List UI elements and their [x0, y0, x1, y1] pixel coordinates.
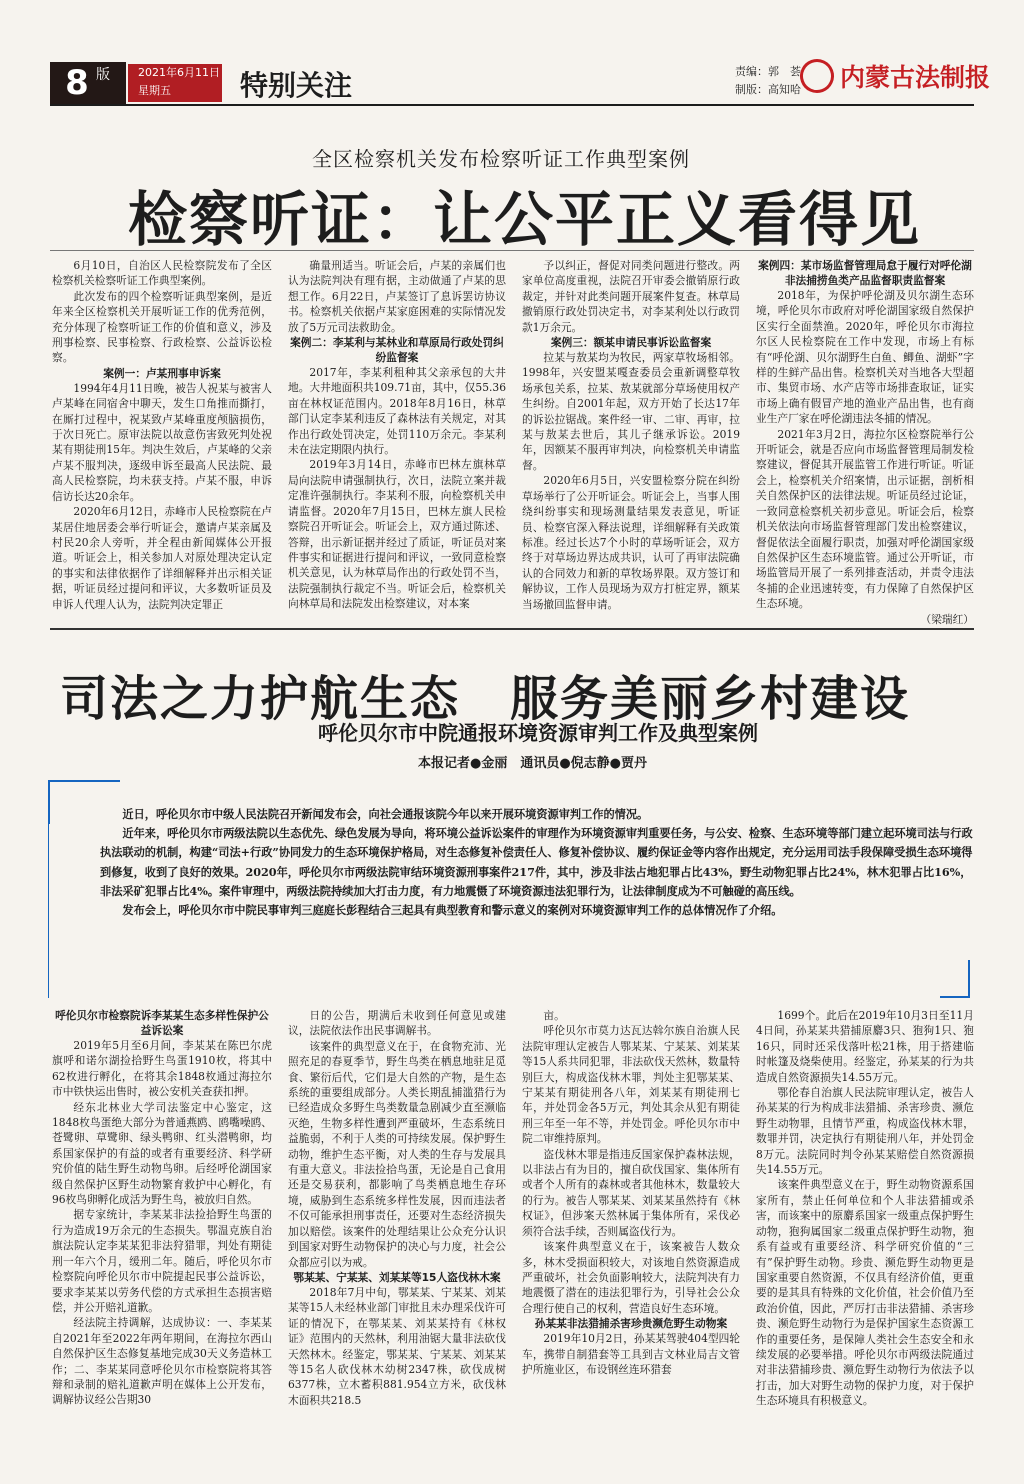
section-title: 特别关注	[240, 69, 353, 102]
article2-column-2	[288, 1008, 506, 1408]
issue-weekday: 星期五	[138, 84, 171, 97]
logo-swoosh-icon	[795, 54, 839, 98]
article1-column-2	[288, 258, 506, 612]
case-title: 案例二：李某利与某林业和草原局行政处罚纠纷监督案	[290, 336, 504, 365]
case-title: 呼伦贝尔市检察院诉李某某生态多样性保护公益诉讼案	[55, 1009, 269, 1037]
article1-column-1	[52, 258, 272, 612]
paragraph: 2019年5月至6月间，李某某在陈巴尔虎旗呼和诺尔湖捡拾野生鸟蛋1910枚，将其中62枚进行孵化，在将其余1848枚通过海拉尔市中铁快运出售时，被公安机关查获扣押。	[52, 1039, 272, 1099]
lead-paragraph: 发布会上，呼伦贝尔市中院民事审判三庭庭长彭程结合三起具有典型教育和警示意义的案例对环境资源审判工作的总体情况作了介绍。	[122, 903, 783, 918]
case-title: 孙某某非法猎捕杀害珍贵濒危野生动物案	[534, 1317, 728, 1331]
paragraph: 日的公告，期满后未收到任何意见或建议，法院依法作出民事调解书。	[288, 1009, 506, 1038]
paragraph: 该案件典型意义在于，野生动物资源系国家所有，禁止任何单位和个人非法猎捕或杀害，而该案中的原麝系国家一级重点保护野生动物，狍狗属国家二级重点保护野生动物，狍系有益或有重要经济、科学研究价值的“三有”保护野生动物。珍贵、濒危野生动物更是国家重要自然资源，不仅具有经济价值，更重要的是其具有特殊的文化价值，社会价值乃至政治价值，因此，严厉打击非法猎捕、杀害珍贵、濒危野生动物行为是保护国家生态资源工作的重要任务，是保障人类社会生态安全和永续发展的必要举措。呼伦贝尔市两级法院通过对非法猎捕珍贵、濒危野生动物行为依法予以打击，加大对野生动物的保护力度，对于保护生态环境具有积极意义。	[756, 1178, 974, 1408]
editor-credits	[735, 63, 801, 99]
paragraph: 确量刑适当。听证会后，卢某的亲属们也认为法院判决有理有据，主动做通了卢某的思想工作。6月22日，卢某签订了息诉罢访协议书。检察机关依据卢某家庭困难的实际情况发放了5万元司法救助金。	[288, 259, 506, 334]
paragraph: 1699个。此后在2019年10月3日至11月4日间，孙某某共猎捕原麝3只、狍狗1只、狍16只，同时还采伐落叶松21株，用于搭建临时帐篷及烧柴使用。经鉴定，孙某某的行为共造成自然资源损失14.55万元。	[756, 1009, 974, 1084]
paragraph: 2018年，为保护呼伦湖及贝尔湖生态环境，呼伦贝尔市政府对呼伦湖国家级自然保护区实行全面禁渔。2020年，呼伦贝尔市海拉尔区人民检察院在工作中发现，市场上有标有“呼伦湖、贝尔湖野生白鱼、鲫鱼、湖虾”字样的生鲜产品出售。检察机关对当地各大型超市、集贸市场、水产店等市场排查取证，证实市场上确有假冒产地的渔业产品出售，也有商业生产厂家在呼伦湖违法冬捕的情况。	[756, 289, 974, 426]
article-separator	[50, 628, 974, 630]
paragraph: 1994年4月11日晚，被告人祝某与被害人卢某峰在同宿舍中聊天，发生口角推而撕打，在厮打过程中，祝某致卢某峰重度颅脑损伤，于次日死亡。原审法院以故意伤害致死判处祝某有期徒刑15年。判决生效后，卢某峰的父亲卢某不服判决，逐级申诉至最高人民法院、最高人民检察院，均未获支持。卢某不服，申诉信访长达20余年。	[52, 381, 272, 503]
paragraph: 2020年6月12日，赤峰市人民检察院在卢某居住地居委会举行听证会，邀请卢某亲属及村民20余人旁听，并全程由新闻媒体公开报道。听证会上，相关参加人对原处理决定认定的事实和法律依据作了详细解释并出示相关证据，听证员经过提问和评议，大多数听证员及申诉人代理人认为，法院判决定罪正	[52, 505, 272, 611]
article2-column-3	[522, 1008, 740, 1377]
article1-kicker: 全区检察机关发布检察听证工作典型案例	[312, 147, 690, 171]
paragraph: 经法院主持调解，达成协议：一、李某某自2021年至2022年两年期间，在海拉尔西山自然保护区生态修复基地完成30天义务造林工作；二、李某某同意呼伦贝尔市检察院将其答辩和录制的赔礼道歉声明在媒体上公开发布，调解协议经公告期30	[52, 1316, 272, 1407]
issue-date-box	[128, 64, 222, 102]
paragraph: 据专家统计，李某某非法捡拾野生鸟蛋的行为造成19万余元的生态损失。鄂温克族自治旗法院认定李某某犯非法狩猎罪，判处有期徒刑一年六个月，缓刑二年。随后，呼伦贝尔市检察院向呼伦贝尔市中院提起民事公益诉讼，要求李某某以劳务代偿的方式承担生态损害赔偿，并公开赔礼道歉。	[52, 1208, 272, 1314]
paragraph: 亩。	[543, 1009, 565, 1022]
paragraph: 盗伐林木罪是指违反国家保护森林法规，以非法占有为目的，擅自砍伐国家、集体所有或者个人所有的森林或者其他林木，数量较大的行为。被告人鄂某某、刘某某虽然持有《林权证》，但涉案天然林属于集体所有，采伐必须符合法手续，否则属盗伐行为。	[522, 1147, 740, 1238]
article2-column-4	[756, 1008, 974, 1409]
lead-frame-line	[48, 822, 49, 998]
producer-name: 制版：高知哈	[735, 83, 801, 96]
page-number: 8	[65, 63, 89, 103]
paragraph: 经东北林业大学司法鉴定中心鉴定，这1848枚鸟蛋绝大部分为普通燕鸥、鸥嘴噪鸥、苍鹭卵、草鹭卵、绿头鸭卵、红头潜鸭卵，均系国家保护的有益的或者有重要经济、科学研究价值的陆生野生动物鸟卵。后经呼伦湖国家级自然保护区野生动物繁育救护中心孵化，有96枚鸟卵孵化成活为野生鸟，被放归自然。	[52, 1100, 272, 1207]
masthead	[0, 0, 1024, 103]
header-divider	[50, 104, 974, 106]
paragraph: 2019年10月2日，孙某某驾驶404型四轮车，携带自制猎套等工具到吉文林业局吉文管护所施业区，布设钢丝连环猎套	[522, 1332, 740, 1376]
case-title: 案例一：卢某刑事申诉案	[103, 366, 221, 380]
article2-subheadline: 呼伦贝尔市中院通报环境资源审判工作及典型案例	[318, 721, 758, 745]
case-title: 案例三：额某申请民事诉讼监督案	[550, 336, 712, 350]
newspaper-name: 内蒙古法制报	[840, 63, 991, 92]
paragraph: 2018年7月中旬，鄂某某、宁某某、刘某某等15人未经林业部门审批且未办理采伐许可证的情况下，在鄂某某、刘某某持有《林权证》范围内的天然林，利用油锯大量非法砍伐天然林木。经鉴定，鄂某某、宁某某、刘某某等15名人砍伐林木幼树2347株，砍伐成树6377株，立木蓄积881.954立方米，砍伐林木面积共218.5	[288, 1285, 506, 1407]
paragraph: 该案件典型意义在于，该案被告人数众多，林木受损面积较大，对该地自然资源造成严重破坏，社会负面影响较大，法院判决有力地震慑了潜在的违法犯罪行为，引导社会公众合理行使自己的权利，营造良好生态环境。	[522, 1240, 740, 1315]
paragraph: 该案件的典型意义在于，在食物充沛、光照充足的春夏季节，野生鸟类在栖息地驻足觅食、繁衍后代，它们是大自然的产物，是生态系统的重要组成部分。人类长期乱捕滥猎行为已经造成众多野生鸟类数量急剧减少直至濒临灭绝，生物多样性遭到严重破坏，生态系统日益脆弱，不利于人类的可持续发展。保护野生动物，维护生态平衡，对人类的生存与发展具有重大意义。非法捡拾鸟蛋，无论是自己食用还是交易获利，都影响了鸟类栖息地生存环境，威胁到生态系统多样性发展，因而违法者不仅可能承担刑事责任，还要对生态经济损失加以赔偿。该案件的处理结果让公众充分认识到国家对野生动物保护的决心与力度，社会公众都应引以为戒。	[288, 1039, 506, 1269]
lead-paragraph: 近日，呼伦贝尔市中级人民法院召开新闻发布会，向社会通报该院今年以来开展环境资源审判工作的情况。	[122, 807, 649, 821]
lead-paragraph: 近年来，呼伦贝尔市两级法院以生态优先、绿色发展为导向，将环境公益诉讼案件的审理作为环境资源审判重要任务，与公安、检察、生态环境等部门建立起环境司法与行政执法联动的机制，构建“司法+行政”协同发力的生态环境保护格局，对生态修复补偿责任人、修复补偿协议、履约保证金等内容作出规定，充分运用司法手段保障受损生态环境得到修复，收到了良好的效果。2020年，呼伦贝尔市两级法院审结环境资源刑事案件217件，其中，涉及非法占地犯罪占比43%，野生动物犯罪占比24%，林木犯罪占比16%，非法采矿犯罪占比4%。案件审理中，两级法院持续加大打击力度，有力地震慑了环境资源违法犯罪行为，让法律制度成为不可触碰的高压线。	[100, 826, 973, 898]
paragraph: 2019年3月14日，赤峰市巴林左旗林草局向法院申请强制执行，次日，法院立案并裁定准许强制执行。李某利不服，向检察机关申请监督。2020年7月15日，巴林左旗人民检察院召开听证会。听证会上，双方通过陈述、答辩，出示新证据并经过了质证，听证员对案件事实和证据进行提问和评议，一致同意检察机关意见，认为林草局作出的行政处罚不当，法院强制执行裁定不当。听证会后，检察机关向林草局和法院发出检察建议，对本案	[288, 458, 506, 611]
article1-column-3	[522, 258, 740, 612]
article2-byline: 本报记者●金丽 通讯员●倪志静●贾丹	[418, 756, 648, 771]
case-title: 鄂某某、宁某某、刘某某等15人盗伐林木案	[293, 1270, 501, 1284]
paragraph: 2021年3月2日，海拉尔区检察院举行公开听证会，就是否应向市场监督管理局制发检察建议，督促其开展监管工作进行听证。听证会上，检察机关介绍案情，出示证据，剖析相关自然保护区的法律法规。听证员经过论证，一致同意检察机关初步意见。听证会后，检察机关依法向市场监督管理部门发出检察建议，督促依法全面履行职责，加强对呼伦湖国家级自然保护区生态环境监管。通过公开听证，市场监管局开展了一系列排查活动，并责令违法冬捕的企业迅速转变，有力保障了自然保护区生态环境。	[756, 427, 974, 611]
article2-column-1	[52, 1008, 272, 1408]
page-ban-label: 版	[96, 67, 110, 83]
newspaper-logo	[800, 58, 990, 94]
article2-headline: 司法之力护航生态 服务美丽乡村建设	[60, 671, 911, 727]
paragraph: 予以纠正，督促对同类问题进行整改。两家单位高度重视，法院召开审委会撤销原行政裁定，并针对此类问题开展案件复查。林草局撤销原行政处罚决定书，对李某利处以行政罚款1万余元。	[522, 259, 740, 334]
paragraph: 6月10日，自治区人民检察院发布了全区检察机关检察听证工作典型案例。	[52, 259, 272, 288]
article2-lead	[100, 805, 980, 920]
case-title: 案例四：某市场监督管理局怠于履行对呼伦湖非法捕捞鱼类产品监督职责监督案	[758, 259, 972, 287]
paragraph: 呼伦贝尔市莫力达瓦达斡尔族自治旗人民法院审理认定被告人鄂某某、宁某某、刘某某等15人系共同犯罪，非法砍伐天然林，数量特别巨大，构成盗伐林木罪，判处主犯鄂某某、宁某某有期徒刑各八年，刘某某有期徒刑七年，并处罚金各5万元，判处其余从犯有期徒刑三年至一年不等，并处罚金。呼伦贝尔市中院二审维持原判。	[522, 1024, 740, 1146]
paragraph: 鄂伦春自治旗人民法院审理认定，被告人孙某某的行为构成非法猎捕、杀害珍贵、濒危野生动物罪，且情节严重，构成盗伐林木罪，数罪并罚，决定执行有期徒刑八年，并处罚金8万元。法院同时判令孙某某赔偿自然资源损失14.55万元。	[756, 1086, 974, 1177]
editor-name: 责编：郭 荟	[735, 65, 801, 78]
paragraph: 2017年，李某利租种其父亲承包的大井地。大井地面积共109.71亩，其中，仅55.36亩在林权证范围内。2018年8月16日，林草部门认定李某利违反了森林法有关规定，对其作出行政处罚决定，处罚110万余元。李某利未在法定期限内执行。	[288, 366, 506, 457]
article1-column-4	[756, 258, 974, 627]
paragraph: 2020年6月5日，兴安盟检察分院在纠纷草场举行了公开听证会。听证会上，当事人围绕纠纷事实和现场测量结果发表意见，听证员、检察官深入释法说理，详细解释有关政策标准。经过长达7个小时的草场听证会，双方终于对草场边界达成共识，认可了再审法院确认的合同效力和新的草牧场界限。双方签订和解协议，工作人员现场为双方打桩定界，额某当场撤回监督申请。	[522, 474, 740, 611]
paragraph: 此次发布的四个检察听证典型案例，是近年来全区检察机关开展听证工作的优秀范例，充分体现了检察听证工作的价值和意义，涉及刑事检察、民事检察、行政检察、公益诉讼检察。	[52, 289, 272, 365]
lead-frame-corner	[940, 960, 970, 998]
article1-headline: 检察听证：让公平正义看得见	[128, 185, 922, 254]
paragraph: 拉某与敖某均为牧民，两家草牧场相邻。1998年，兴安盟某嘎查委员会重新调整草牧场承包关系，拉某、敖某就部分草场使用权产生纠纷。自2001年起，双方开始了长达17年的诉讼拉锯战。案件经一审、二审、再审，拉某与敖某去世后，其儿子继承诉讼。2019年，因额某不服再审判决，向检察机关申请监督。	[522, 351, 740, 472]
issue-date: 2021年6月11日	[138, 66, 220, 79]
author-signature: （梁瑞红）	[920, 612, 974, 626]
article1-top-rule	[50, 250, 974, 251]
